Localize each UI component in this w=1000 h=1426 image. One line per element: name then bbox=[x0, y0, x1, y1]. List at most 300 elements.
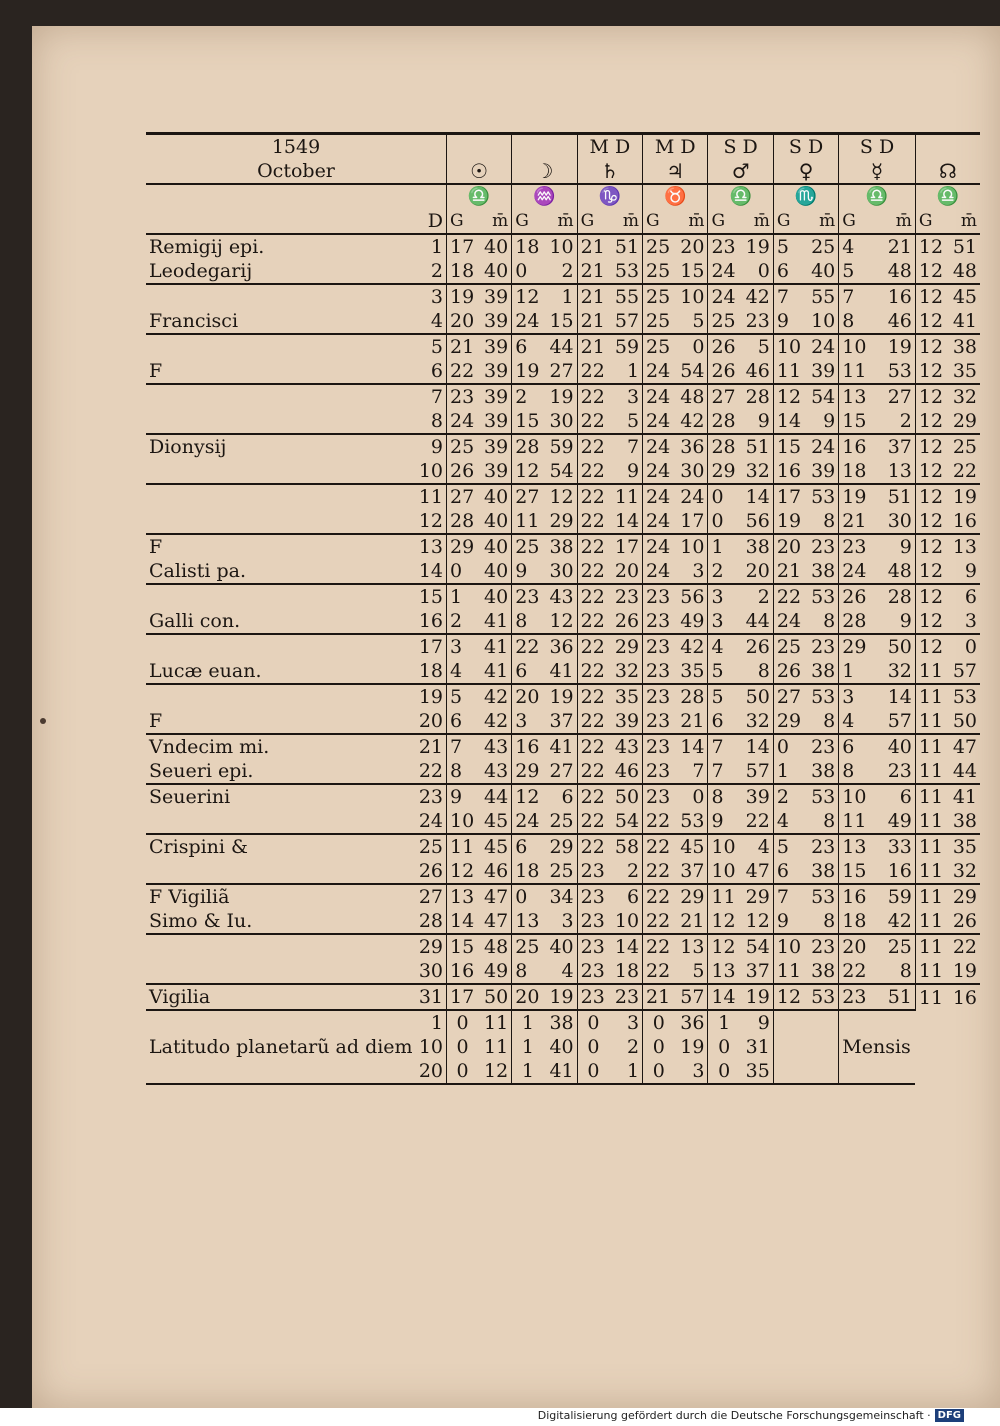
degrees-value: 22 bbox=[577, 509, 609, 534]
degrees-value: 6 bbox=[773, 859, 805, 884]
feast-name bbox=[146, 334, 416, 359]
minutes-value: 59 bbox=[544, 434, 577, 459]
minutes-value: 42 bbox=[675, 634, 708, 659]
degrees-value: 11 bbox=[447, 834, 479, 859]
minutes-value: 0 bbox=[947, 634, 980, 659]
day-number: 9 bbox=[416, 434, 447, 459]
feast-name: Seuerini bbox=[146, 784, 416, 809]
minutes-value: 3 bbox=[609, 384, 642, 409]
minutes-value: 38 bbox=[811, 960, 836, 982]
degrees-value: 4 bbox=[839, 709, 875, 734]
degrees-value: 3 bbox=[839, 684, 875, 709]
minutes-value: 53 bbox=[805, 984, 838, 1010]
feast-name bbox=[146, 684, 416, 709]
minutes-value: 3 bbox=[692, 560, 705, 582]
degrees-value: 16 bbox=[773, 459, 805, 484]
degrees-value: 7 bbox=[839, 284, 875, 309]
table-row bbox=[146, 409, 980, 434]
degrees-value: 2 bbox=[708, 559, 740, 584]
degrees-value: 22 bbox=[577, 459, 609, 484]
minutes-value: 41 bbox=[544, 734, 577, 759]
minutes-value: 51 bbox=[952, 236, 977, 258]
minutes-value: 45 bbox=[675, 834, 708, 859]
day-number: 14 bbox=[418, 560, 443, 582]
minutes-value: 2 bbox=[561, 260, 574, 282]
libra-icon: ♎ bbox=[708, 184, 773, 209]
degrees-value: 24 bbox=[773, 609, 805, 634]
degrees-value: 11 bbox=[915, 809, 947, 834]
minutes-value: 53 bbox=[805, 584, 838, 609]
degrees-value: 22 bbox=[577, 534, 609, 559]
minutes-value: 40 bbox=[544, 934, 577, 959]
minutes-value: 35 bbox=[947, 834, 980, 859]
degrees-value: 23 bbox=[839, 984, 875, 1010]
degrees-value: 22 bbox=[577, 384, 609, 409]
minutes-value: 47 bbox=[947, 734, 980, 759]
degrees-value: 5 bbox=[708, 684, 740, 709]
degrees-value: 11 bbox=[915, 959, 947, 984]
degrees-value: 21 bbox=[643, 984, 675, 1010]
degrees-value: 22 bbox=[447, 359, 479, 384]
degrees-value: 22 bbox=[839, 959, 875, 984]
day-number: 8 bbox=[430, 410, 443, 432]
feast-name: Crispini & bbox=[146, 834, 416, 859]
minutes-value: 9 bbox=[874, 534, 915, 559]
degrees-value: 25 bbox=[643, 309, 675, 334]
minutes-value: 59 bbox=[609, 334, 642, 359]
table-row bbox=[146, 259, 980, 284]
degrees-value: 23 bbox=[447, 384, 479, 409]
degrees-value: 22 bbox=[577, 659, 609, 684]
day-number: 2 bbox=[430, 260, 443, 282]
minutes-value: 0 bbox=[757, 260, 770, 282]
minutes-value: 40 bbox=[874, 734, 915, 759]
degrees-value: 9 bbox=[773, 909, 805, 934]
degrees-value: 24 bbox=[708, 284, 740, 309]
minutes-value: 2 bbox=[740, 584, 773, 609]
minutes-value: 57 bbox=[952, 660, 977, 682]
minutes-value: 55 bbox=[805, 284, 838, 309]
degrees-value: 0 bbox=[708, 484, 740, 509]
degrees-value: 22 bbox=[577, 409, 609, 434]
minutes-value: 40 bbox=[478, 584, 512, 609]
degrees-value: 12 bbox=[915, 309, 947, 334]
degrees-value: 22 bbox=[577, 634, 609, 659]
degrees-value: 23 bbox=[577, 959, 609, 984]
minutes-value: 24 bbox=[805, 434, 838, 459]
table-row bbox=[146, 559, 980, 584]
minutes-value: 35 bbox=[609, 684, 642, 709]
minutes-value: 2 bbox=[899, 410, 912, 432]
degrees-value: 6 bbox=[447, 709, 479, 734]
minutes-value: 33 bbox=[874, 834, 915, 859]
degrees-value: 11 bbox=[915, 834, 947, 859]
degrees-value: 20 bbox=[512, 684, 544, 709]
minutes-value: 23 bbox=[805, 834, 838, 859]
degrees-header: G bbox=[915, 209, 947, 234]
degrees-header: G bbox=[839, 209, 875, 234]
minutes-value: 28 bbox=[740, 384, 773, 409]
minutes-value: 43 bbox=[544, 584, 577, 609]
feast-name bbox=[146, 509, 416, 534]
minutes-value: 54 bbox=[549, 460, 574, 482]
degrees-value: 16 bbox=[447, 959, 479, 984]
minutes-value: 7 bbox=[609, 434, 642, 459]
degrees-value: 23 bbox=[643, 659, 675, 684]
year-label: 1549 bbox=[271, 136, 321, 158]
minutes-value: 23 bbox=[609, 984, 642, 1010]
minutes-value: 19 bbox=[947, 484, 980, 509]
minutes-value: 21 bbox=[680, 910, 705, 932]
degrees-value: 26 bbox=[839, 584, 875, 609]
libra-icon: ♎ bbox=[447, 184, 512, 209]
minutes-value: 36 bbox=[544, 634, 577, 659]
table-row bbox=[146, 234, 980, 259]
mars-icon: ♂ bbox=[708, 159, 773, 184]
degrees-value: 12 bbox=[915, 584, 947, 609]
day-number: 11 bbox=[416, 484, 447, 509]
degrees-value: 0 bbox=[447, 559, 479, 584]
feast-name bbox=[146, 409, 416, 434]
degrees-value: 15 bbox=[512, 409, 544, 434]
day-number: 28 bbox=[418, 910, 443, 932]
degrees-value: 13 bbox=[512, 909, 544, 934]
header-row-units bbox=[146, 209, 980, 234]
latitude-value: 0 bbox=[643, 1059, 675, 1084]
degrees-value: 5 bbox=[708, 659, 740, 684]
minutes-value: 8 bbox=[823, 710, 836, 732]
minutes-value: 19 bbox=[745, 236, 770, 258]
degrees-value: 21 bbox=[577, 234, 609, 259]
feast-name: Seueri epi. bbox=[149, 760, 254, 782]
day-number: 13 bbox=[416, 534, 447, 559]
degrees-value: 8 bbox=[512, 609, 544, 634]
table-row bbox=[146, 434, 980, 459]
degrees-value: 24 bbox=[643, 384, 675, 409]
minutes-value: 41 bbox=[952, 310, 977, 332]
degrees-value: 11 bbox=[915, 884, 947, 909]
minutes-value: 50 bbox=[874, 634, 915, 659]
degrees-value: 23 bbox=[643, 784, 675, 809]
degrees-value: 13 bbox=[839, 834, 875, 859]
day-number: 25 bbox=[416, 834, 447, 859]
table-row bbox=[146, 284, 980, 309]
degrees-value: 8 bbox=[512, 959, 544, 984]
latitude-value: 0 bbox=[643, 1035, 675, 1059]
degrees-value: 10 bbox=[773, 334, 805, 359]
header-row-year bbox=[146, 134, 980, 160]
degrees-value: 27 bbox=[512, 484, 544, 509]
minutes-value: 25 bbox=[549, 810, 574, 832]
minutes-value: 12 bbox=[549, 610, 574, 632]
minutes-value: 14 bbox=[614, 510, 640, 532]
minutes-value: 40 bbox=[478, 534, 512, 559]
table-row bbox=[146, 884, 980, 909]
degrees-value: 4 bbox=[447, 659, 479, 684]
latitude-label: Latitudo planetarũ ad diem bbox=[149, 1036, 413, 1058]
latitude-value: 11 bbox=[484, 1036, 509, 1058]
degrees-value: 20 bbox=[839, 934, 875, 959]
minutes-value: 24 bbox=[675, 484, 708, 509]
degrees-value: 15 bbox=[839, 859, 875, 884]
degrees-value: 22 bbox=[643, 809, 675, 834]
degrees-value: 24 bbox=[643, 434, 675, 459]
minutes-value: 15 bbox=[549, 310, 574, 332]
minutes-value: 38 bbox=[952, 810, 977, 832]
degrees-value: 7 bbox=[447, 734, 479, 759]
saturn-icon: ♄ bbox=[577, 159, 642, 184]
feast-name: Vigilia bbox=[146, 984, 416, 1010]
degrees-value: 19 bbox=[773, 509, 805, 534]
degrees-value: 15 bbox=[773, 434, 805, 459]
minutes-header: m̄ bbox=[675, 209, 708, 234]
latitude-value: 1 bbox=[512, 1035, 544, 1059]
minutes-header: m̄ bbox=[478, 209, 512, 234]
footer-text: Digitalisierung gefördert durch die Deutsche Forschungsgemeinschaft · bbox=[537, 1409, 931, 1422]
degrees-value: 10 bbox=[447, 809, 479, 834]
degrees-value: 16 bbox=[839, 884, 875, 909]
motion-label bbox=[447, 134, 512, 160]
table-row bbox=[146, 609, 980, 634]
minutes-value: 38 bbox=[544, 534, 577, 559]
day-number: 19 bbox=[416, 684, 447, 709]
feast-name bbox=[146, 959, 416, 984]
degrees-value: 20 bbox=[447, 309, 479, 334]
latitude-value: 40 bbox=[549, 1036, 574, 1058]
minutes-value: 45 bbox=[947, 284, 980, 309]
minutes-value: 32 bbox=[887, 660, 912, 682]
minutes-value: 35 bbox=[680, 660, 705, 682]
minutes-value: 8 bbox=[823, 910, 836, 932]
minutes-value: 1 bbox=[544, 284, 577, 309]
degrees-value: 23 bbox=[577, 934, 609, 959]
empty-cell bbox=[839, 1010, 916, 1035]
degrees-value: 10 bbox=[773, 934, 805, 959]
degrees-value: 12 bbox=[708, 934, 740, 959]
degrees-value: 0 bbox=[512, 884, 544, 909]
degrees-value: 22 bbox=[643, 909, 675, 934]
minutes-value: 53 bbox=[805, 484, 838, 509]
minutes-value: 23 bbox=[887, 760, 912, 782]
minutes-value: 19 bbox=[544, 984, 577, 1010]
degrees-value: 12 bbox=[915, 609, 947, 634]
degrees-value: 11 bbox=[915, 709, 947, 734]
minutes-header: m̄ bbox=[874, 209, 915, 234]
degrees-value: 21 bbox=[577, 259, 609, 284]
latitude-day: 10 bbox=[418, 1036, 443, 1058]
degrees-value: 23 bbox=[643, 734, 675, 759]
minutes-value: 6 bbox=[609, 884, 642, 909]
minutes-value: 9 bbox=[899, 610, 912, 632]
minutes-value: 20 bbox=[680, 236, 705, 258]
degrees-value: 21 bbox=[577, 284, 609, 309]
minutes-value: 14 bbox=[740, 484, 773, 509]
latitude-value: 0 bbox=[708, 1059, 740, 1084]
minutes-value: 0 bbox=[675, 334, 708, 359]
degrees-value: 20 bbox=[512, 984, 544, 1010]
degrees-value: 26 bbox=[773, 659, 805, 684]
latitude-value: 1 bbox=[512, 1059, 544, 1084]
latitude-value: 1 bbox=[512, 1010, 544, 1035]
minutes-value: 10 bbox=[675, 534, 708, 559]
latitude-value: 3 bbox=[609, 1010, 642, 1035]
degrees-header: G bbox=[773, 209, 805, 234]
day-number: 24 bbox=[418, 810, 443, 832]
table-row bbox=[146, 809, 980, 834]
latitude-value: 1 bbox=[609, 1059, 642, 1084]
latitude-value: 0 bbox=[577, 1035, 609, 1059]
degrees-header: G bbox=[577, 209, 609, 234]
minutes-value: 9 bbox=[626, 460, 640, 482]
latitude-value: 0 bbox=[577, 1010, 609, 1035]
minutes-value: 25 bbox=[811, 236, 836, 258]
degrees-value: 12 bbox=[915, 484, 947, 509]
minutes-value: 39 bbox=[740, 784, 773, 809]
degrees-value: 12 bbox=[773, 384, 805, 409]
minutes-value: 34 bbox=[544, 884, 577, 909]
feast-name bbox=[146, 859, 416, 884]
degrees-value: 6 bbox=[512, 659, 544, 684]
table-row bbox=[146, 759, 980, 784]
degrees-value: 1 bbox=[839, 659, 875, 684]
minutes-value: 13 bbox=[887, 460, 912, 482]
feast-name bbox=[146, 459, 416, 484]
dfg-logo: DFG bbox=[935, 1409, 964, 1422]
feast-name bbox=[146, 634, 416, 659]
minutes-value: 39 bbox=[484, 460, 509, 482]
libra-icon: ♎ bbox=[915, 184, 980, 209]
minutes-value: 37 bbox=[874, 434, 915, 459]
mensis-label: Mensis bbox=[839, 1035, 916, 1059]
minutes-value: 59 bbox=[874, 884, 915, 909]
degrees-value: 29 bbox=[773, 709, 805, 734]
feast-name: Vndecim mi. bbox=[146, 734, 416, 759]
degrees-value: 22 bbox=[643, 834, 675, 859]
minutes-value: 15 bbox=[680, 260, 705, 282]
jupiter-icon: ♃ bbox=[643, 159, 708, 184]
minutes-value: 42 bbox=[478, 684, 512, 709]
empty-cell bbox=[805, 1010, 838, 1035]
minutes-value: 48 bbox=[952, 260, 977, 282]
table-row bbox=[146, 634, 980, 659]
minutes-value: 54 bbox=[805, 384, 838, 409]
minutes-value: 6 bbox=[874, 784, 915, 809]
minutes-value: 30 bbox=[887, 510, 912, 532]
minutes-value: 50 bbox=[952, 710, 977, 732]
day-number: 4 bbox=[430, 310, 443, 332]
day-number: 23 bbox=[416, 784, 447, 809]
degrees-value: 29 bbox=[708, 459, 740, 484]
degrees-value: 17 bbox=[773, 484, 805, 509]
day-number: 29 bbox=[416, 934, 447, 959]
feast-name: F bbox=[146, 534, 416, 559]
degrees-value: 23 bbox=[577, 984, 609, 1010]
minutes-value: 4 bbox=[561, 960, 574, 982]
minutes-value: 56 bbox=[675, 584, 708, 609]
degrees-value: 18 bbox=[512, 234, 544, 259]
minutes-value: 1 bbox=[626, 360, 640, 382]
minutes-value: 45 bbox=[478, 834, 512, 859]
minutes-value: 0 bbox=[675, 784, 708, 809]
degrees-value: 27 bbox=[773, 684, 805, 709]
motion-label: S D bbox=[773, 134, 838, 160]
year-month-cell bbox=[146, 134, 447, 185]
degrees-value: 8 bbox=[447, 759, 479, 784]
minutes-value: 14 bbox=[740, 734, 773, 759]
minutes-value: 13 bbox=[675, 934, 708, 959]
degrees-value: 2 bbox=[512, 384, 544, 409]
degrees-header: G bbox=[512, 209, 544, 234]
degrees-value: 9 bbox=[708, 809, 740, 834]
minutes-value: 5 bbox=[626, 410, 640, 432]
degrees-value: 25 bbox=[512, 934, 544, 959]
minutes-value: 19 bbox=[740, 984, 773, 1010]
degrees-value: 14 bbox=[773, 409, 805, 434]
degrees-value: 11 bbox=[839, 359, 875, 384]
feast-name: Galli con. bbox=[149, 610, 241, 632]
degrees-value: 17 bbox=[447, 984, 479, 1010]
degrees-header: G bbox=[708, 209, 740, 234]
degrees-value: 28 bbox=[447, 509, 479, 534]
feast-name: F bbox=[149, 360, 163, 382]
degrees-value: 13 bbox=[839, 384, 875, 409]
degrees-value: 10 bbox=[708, 859, 740, 884]
degrees-value: 14 bbox=[447, 909, 479, 934]
degrees-value: 12 bbox=[915, 384, 947, 409]
degrees-value: 29 bbox=[839, 634, 875, 659]
day-number: 22 bbox=[418, 760, 443, 782]
degrees-value: 24 bbox=[643, 359, 675, 384]
minutes-value: 43 bbox=[478, 734, 512, 759]
degrees-value: 8 bbox=[839, 309, 875, 334]
degrees-value: 4 bbox=[773, 809, 805, 834]
minutes-value: 57 bbox=[745, 760, 770, 782]
minutes-value: 16 bbox=[874, 284, 915, 309]
feast-name bbox=[146, 934, 416, 959]
degrees-value: 24 bbox=[643, 409, 675, 434]
degrees-value: 29 bbox=[512, 759, 544, 784]
degrees-value: 2 bbox=[447, 609, 479, 634]
minutes-value: 39 bbox=[614, 710, 640, 732]
table-row bbox=[146, 709, 980, 734]
feast-name bbox=[146, 284, 416, 309]
minutes-value: 22 bbox=[947, 934, 980, 959]
minutes-value: 39 bbox=[811, 460, 836, 482]
minutes-value: 2 bbox=[626, 860, 640, 882]
minutes-value: 43 bbox=[609, 734, 642, 759]
minutes-value: 58 bbox=[609, 834, 642, 859]
degrees-value: 21 bbox=[773, 559, 805, 584]
minutes-value: 19 bbox=[874, 334, 915, 359]
feast-name: F Vigiliã bbox=[146, 884, 416, 909]
degrees-value: 29 bbox=[447, 534, 479, 559]
minutes-value: 25 bbox=[549, 860, 574, 882]
degrees-value: 22 bbox=[577, 434, 609, 459]
minutes-value: 45 bbox=[484, 810, 509, 832]
degrees-value: 10 bbox=[839, 784, 875, 809]
latitude-value: 36 bbox=[675, 1010, 708, 1035]
degrees-value: 6 bbox=[839, 734, 875, 759]
degrees-header: G bbox=[643, 209, 675, 234]
minutes-value: 41 bbox=[478, 634, 512, 659]
degrees-value: 24 bbox=[643, 484, 675, 509]
minutes-value: 40 bbox=[484, 560, 509, 582]
degrees-value: 12 bbox=[915, 459, 947, 484]
motion-label: S D bbox=[839, 134, 916, 160]
minutes-header: m̄ bbox=[609, 209, 642, 234]
day-number: 31 bbox=[416, 984, 447, 1010]
degrees-value: 28 bbox=[512, 434, 544, 459]
